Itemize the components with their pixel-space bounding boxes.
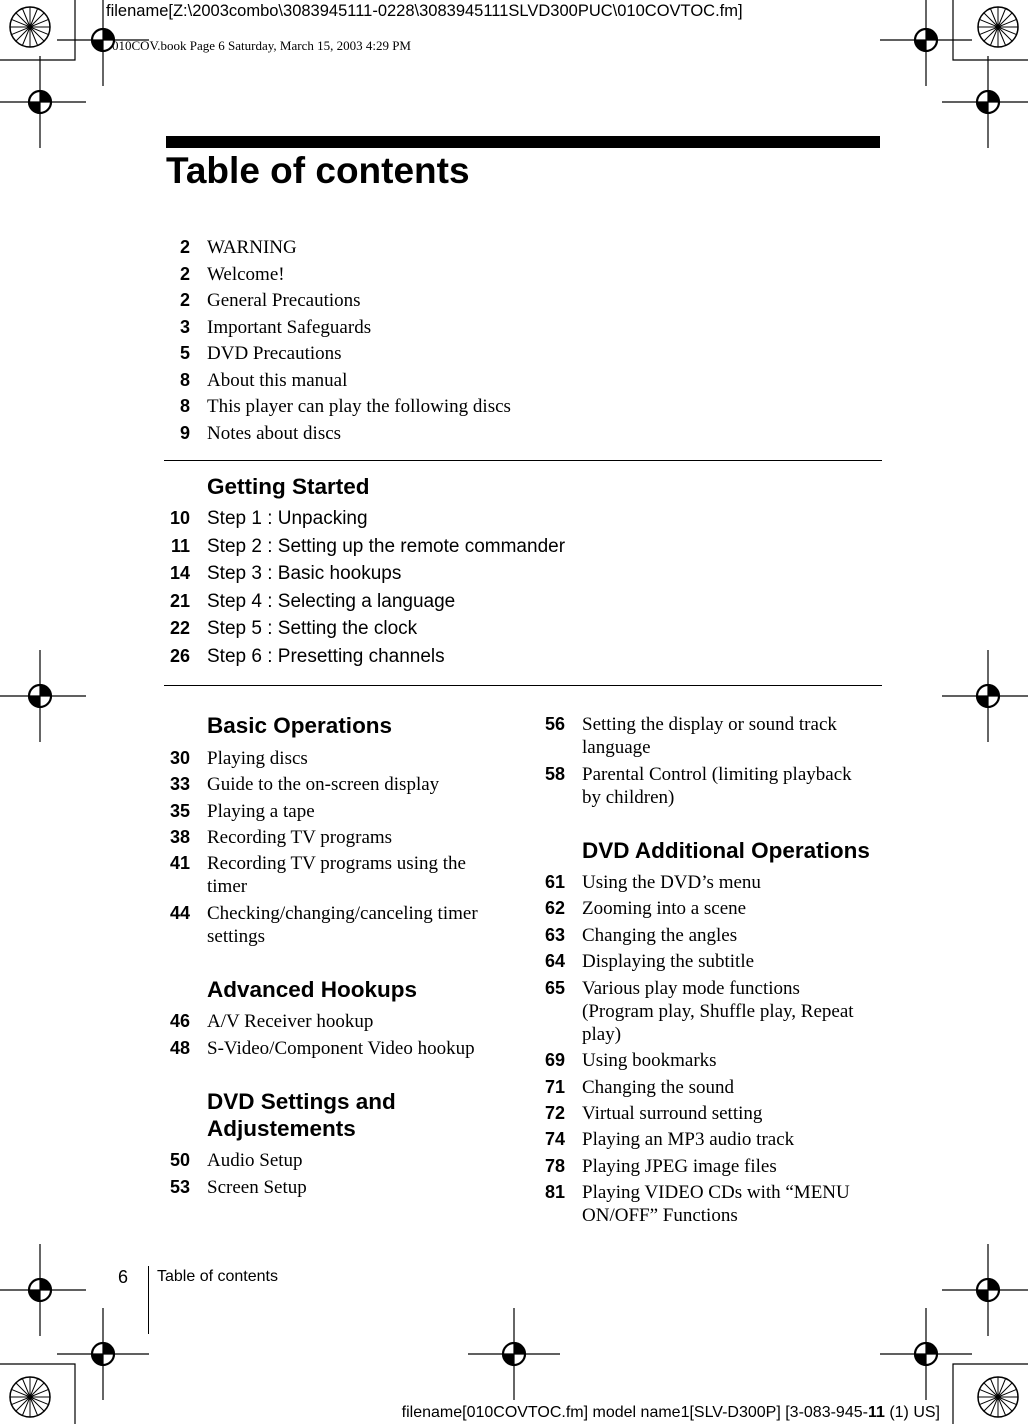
section-heading-dvd-settings — [207, 1088, 396, 1142]
page-number: 53 — [169, 1177, 190, 1197]
page-number: 9 — [179, 423, 190, 443]
page-number: 2 — [179, 237, 190, 257]
toc-entry[interactable] — [166, 289, 361, 312]
entry-text: Playing an MP3 audio track — [582, 1129, 795, 1150]
entry-text: Step 3 : Basic hookups — [207, 563, 402, 584]
toc-entry[interactable] — [166, 1176, 496, 1199]
toc-entry[interactable] — [166, 826, 496, 849]
page-number: 30 — [169, 748, 190, 768]
page-number: 38 — [169, 827, 190, 847]
toc-entry[interactable] — [166, 800, 496, 823]
entry-text: Setting the display or sound track language — [582, 714, 837, 758]
toc-entry[interactable] — [166, 562, 401, 585]
entry-text: Parental Control (limiting playback by children) — [582, 764, 852, 808]
filename-top: filename[Z:\2003combo\3083945111-0228\3083945111SLVD300PUC\010COVTOC.fm] — [106, 2, 743, 20]
toc-entry[interactable] — [541, 763, 871, 809]
page-number: 63 — [544, 925, 565, 945]
toc-entry[interactable] — [166, 422, 341, 445]
toc-entry[interactable] — [166, 1010, 496, 1033]
page-number: 71 — [544, 1077, 565, 1097]
page-number: 26 — [169, 646, 190, 666]
toc-entry[interactable] — [166, 852, 496, 898]
entry-text: Checking/changing/canceling timer settings — [207, 903, 478, 947]
toc-entry[interactable] — [541, 1181, 871, 1227]
page-number: 58 — [544, 764, 565, 784]
toc-entry[interactable] — [166, 263, 285, 286]
entry-text: Various play mode functions (Program play, Shuffle play, Repeat play) — [582, 978, 854, 1045]
filename-bottom-suffix: (1) US] — [884, 1404, 940, 1421]
section-divider — [164, 685, 882, 686]
entry-text: Screen Setup — [207, 1177, 307, 1198]
entry-text: S-Video/Component Video hookup — [207, 1038, 475, 1059]
entry-text: Displaying the subtitle — [582, 951, 755, 972]
entry-text: Step 4 : Selecting a language — [207, 591, 456, 612]
entry-text: Using the DVD’s menu — [582, 872, 761, 893]
page-number: 46 — [169, 1011, 190, 1031]
page-title: Table of contents — [166, 150, 470, 191]
toc-entry[interactable] — [166, 1037, 496, 1060]
toc-entry[interactable] — [166, 590, 455, 613]
entry-text: Recording TV programs using the timer — [207, 853, 466, 897]
entry-text: Important Safeguards — [207, 317, 372, 338]
page-number: 2 — [179, 264, 190, 284]
page-number: 61 — [544, 872, 565, 892]
section-heading-dvd-additional: DVD Additional Operations — [582, 838, 870, 863]
entry-text: Step 2 : Setting up the remote commander — [207, 536, 566, 557]
page-number: 10 — [169, 508, 190, 528]
toc-entry[interactable] — [166, 395, 511, 418]
entry-text: About this manual — [207, 370, 348, 391]
page-number: 56 — [544, 714, 565, 734]
entry-text: Playing VIDEO CDs with “MENU ON/OFF” Functions — [582, 1182, 850, 1226]
entry-text: Playing discs — [207, 748, 308, 769]
page-number: 22 — [169, 618, 190, 638]
page-number: 3 — [179, 317, 190, 337]
page-number-footer: 6 — [118, 1267, 129, 1287]
toc-entry[interactable] — [166, 535, 565, 558]
entry-text: WARNING — [207, 237, 297, 258]
toc-entry[interactable] — [166, 645, 445, 668]
toc-entry[interactable] — [166, 316, 371, 339]
section-heading-getting-started: Getting Started — [207, 474, 370, 499]
entry-text: Changing the angles — [582, 925, 738, 946]
footer-section-label: Table of contents — [157, 1268, 278, 1285]
toc-entry[interactable] — [541, 1076, 871, 1099]
toc-entry[interactable] — [166, 507, 368, 530]
entry-text: General Precautions — [207, 290, 361, 311]
toc-entry[interactable] — [166, 369, 347, 392]
heading-line: DVD Settings and — [207, 1089, 396, 1114]
toc-entry[interactable] — [166, 236, 297, 259]
toc-entry[interactable] — [541, 1102, 871, 1125]
page-number: 69 — [544, 1050, 565, 1070]
page-number: 44 — [169, 903, 190, 923]
toc-entry[interactable] — [541, 713, 871, 759]
page-number: 81 — [544, 1182, 565, 1202]
toc-entry[interactable] — [541, 1128, 871, 1151]
page-number: 65 — [544, 978, 565, 998]
page-number: 41 — [169, 853, 190, 873]
entry-text: Changing the sound — [582, 1077, 734, 1098]
section-divider — [164, 460, 882, 461]
filename-bottom-bold: 11 — [867, 1404, 885, 1421]
book-line: 010COV.book Page 6 Saturday, March 15, 2003 4:29 PM — [112, 38, 411, 53]
page-number: 21 — [169, 591, 190, 611]
entry-text: A/V Receiver hookup — [207, 1011, 374, 1032]
page-number: 50 — [169, 1150, 190, 1170]
title-bar — [166, 136, 880, 148]
toc-entry[interactable] — [541, 1155, 871, 1178]
section-heading-basic-operations: Basic Operations — [207, 713, 393, 738]
page-number: 11 — [170, 536, 190, 556]
page-number: 74 — [544, 1129, 565, 1149]
entry-text: Step 1 : Unpacking — [207, 508, 368, 529]
entry-text: Playing JPEG image files — [582, 1156, 777, 1177]
heading-line: Adjustements — [207, 1116, 356, 1141]
entry-text: Notes about discs — [207, 423, 342, 444]
toc-entry[interactable] — [541, 924, 871, 947]
toc-entry[interactable] — [166, 617, 417, 640]
toc-entry[interactable] — [166, 773, 496, 796]
section-heading-advanced-hookups: Advanced Hookups — [207, 977, 418, 1002]
toc-entry[interactable] — [541, 977, 871, 1046]
toc-entry[interactable] — [541, 950, 871, 973]
entry-text: Using bookmarks — [582, 1050, 717, 1071]
entry-text: This player can play the following discs — [207, 396, 511, 417]
entry-text: Recording TV programs — [207, 827, 393, 848]
page-number: 2 — [179, 290, 190, 310]
footer-divider — [148, 1266, 149, 1334]
toc-entry[interactable] — [166, 747, 496, 770]
entry-text: Step 6 : Presetting channels — [207, 646, 445, 667]
entry-text: DVD Precautions — [207, 343, 342, 364]
toc-entry[interactable] — [166, 1149, 496, 1172]
toc-entry[interactable] — [541, 871, 871, 894]
page-number: 8 — [179, 370, 190, 390]
entry-text: Guide to the on-screen display — [207, 774, 440, 795]
entry-text: Welcome! — [207, 264, 285, 285]
page-number: 48 — [169, 1038, 190, 1058]
entry-text: Zooming into a scene — [582, 898, 747, 919]
entry-text: Virtual surround setting — [582, 1103, 763, 1124]
page-number: 14 — [169, 563, 190, 583]
page-number: 33 — [169, 774, 190, 794]
page-number: 78 — [544, 1156, 565, 1176]
page-number: 72 — [544, 1103, 565, 1123]
entry-text: Audio Setup — [207, 1150, 303, 1171]
page-number: 62 — [544, 898, 565, 918]
page-number: 64 — [544, 951, 565, 971]
entry-text: Playing a tape — [207, 801, 315, 822]
page-number: 5 — [179, 343, 190, 363]
toc-entry[interactable] — [166, 902, 496, 948]
toc-entry[interactable] — [166, 342, 342, 365]
page-number: 35 — [169, 801, 190, 821]
filename-bottom-prefix: filename[010COVTOC.fm] model name1[SLV-D300P] [3-083-945- — [401, 1404, 868, 1421]
entry-text: Step 5 : Setting the clock — [207, 618, 418, 639]
toc-entry[interactable] — [541, 897, 871, 920]
filename-bottom — [402, 1404, 940, 1422]
page-number: 8 — [179, 396, 190, 416]
toc-entry[interactable] — [541, 1049, 871, 1072]
